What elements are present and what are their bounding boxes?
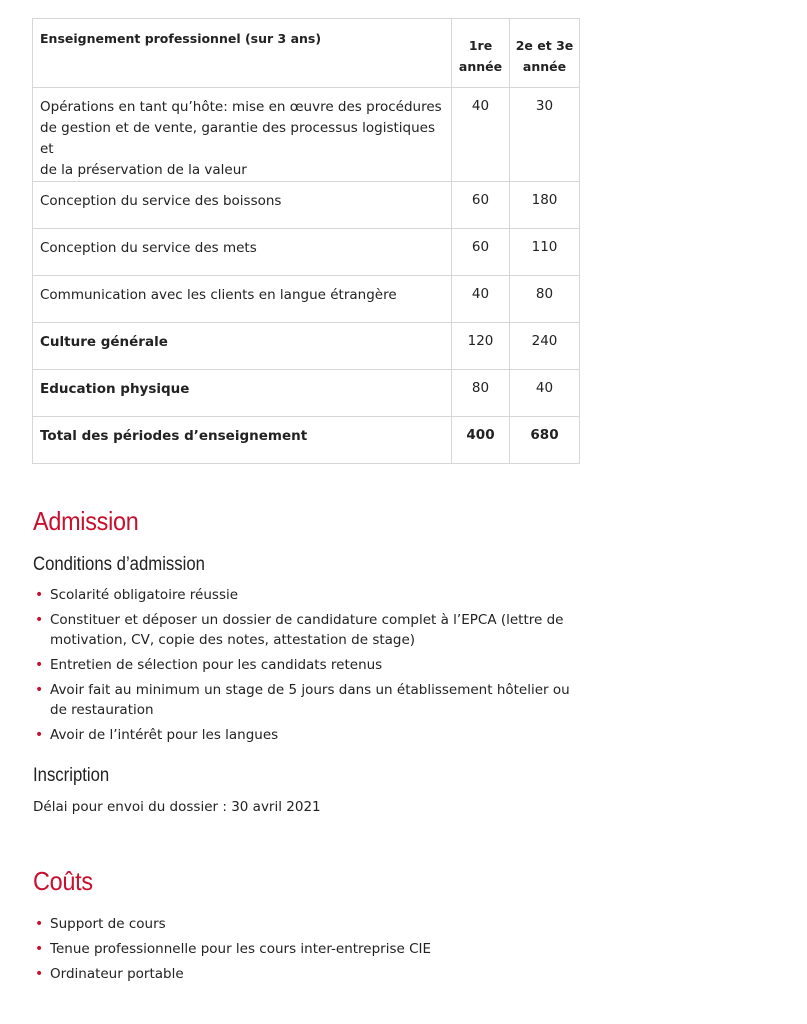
row-year23-value: 240 bbox=[531, 333, 558, 349]
bullet-icon: • bbox=[35, 966, 44, 982]
bullet-icon: • bbox=[35, 657, 44, 673]
couts-heading: Coûts bbox=[33, 866, 93, 896]
inscription-deadline: Délai pour envoi du dossier : 30 avril 2021 bbox=[33, 799, 321, 815]
row-label-line: Opérations en tant qu’hôte: mise en œuvre des procédures bbox=[40, 99, 442, 115]
table-row bbox=[33, 88, 580, 182]
row-year23-value: 180 bbox=[531, 192, 558, 208]
row-year1-value: 60 bbox=[471, 192, 490, 208]
row-label-line: de la préservation de la valeur bbox=[40, 162, 247, 178]
inscription-heading: Inscription bbox=[33, 765, 110, 786]
conditions-list bbox=[33, 585, 573, 750]
table-row bbox=[33, 370, 580, 417]
table-total-row bbox=[33, 417, 580, 464]
list-item: • Scolarité obligatoire réussie bbox=[35, 587, 239, 603]
total-year1-value: 400 bbox=[466, 427, 495, 443]
row-year23-value: 30 bbox=[535, 98, 554, 114]
bullet-icon: • bbox=[35, 587, 44, 603]
row-year1-value: 120 bbox=[467, 333, 494, 349]
conditions-heading: Conditions d’admission bbox=[33, 554, 205, 575]
list-item: • Tenue professionnelle pour les cours inter-entreprise CIE bbox=[35, 941, 432, 957]
table-row bbox=[33, 323, 580, 370]
row-year23-value: 80 bbox=[535, 286, 554, 302]
table-header-year23 bbox=[510, 19, 580, 88]
table-row bbox=[33, 182, 580, 229]
row-year1-value: 60 bbox=[471, 239, 490, 255]
bullet-icon: • bbox=[35, 727, 44, 743]
table-header-row bbox=[33, 19, 580, 88]
list-item: • Avoir fait au minimum un stage de 5 jours dans un établissement hôtelier ou de restauration bbox=[35, 682, 570, 718]
row-label: Conception du service des mets bbox=[40, 240, 257, 256]
row-year1-value: 40 bbox=[471, 286, 490, 302]
couts-list bbox=[33, 914, 573, 989]
bullet-icon: • bbox=[35, 941, 44, 957]
bullet-icon: • bbox=[35, 682, 44, 698]
row-year1-value: 40 bbox=[471, 98, 490, 114]
year1-line2: année bbox=[458, 59, 503, 74]
table-header-year1 bbox=[452, 19, 510, 88]
row-label: Conception du service des boissons bbox=[40, 193, 282, 209]
row-year23-value: 40 bbox=[535, 380, 554, 396]
table-row bbox=[33, 276, 580, 323]
table-header-label bbox=[33, 19, 452, 88]
row-year1-value: 80 bbox=[471, 380, 490, 396]
row-label: Communication avec les clients en langue étrangère bbox=[40, 287, 397, 303]
total-label: Total des périodes d’enseignement bbox=[40, 428, 308, 444]
list-item: • Constituer et déposer un dossier de candidature complet à l’EPCA (lettre de motivation, CV, copie des notes, attestation de stage) bbox=[35, 612, 564, 648]
total-year23-value: 680 bbox=[530, 427, 559, 443]
bullet-icon: • bbox=[35, 612, 44, 628]
year23-line2: année bbox=[522, 59, 567, 74]
table-row bbox=[33, 229, 580, 276]
bullet-icon: • bbox=[35, 916, 44, 932]
admission-heading: Admission bbox=[33, 506, 139, 536]
year23-line1: 2e et 3e bbox=[515, 38, 574, 53]
list-item: • Entretien de sélection pour les candidats retenus bbox=[35, 657, 383, 673]
row-label-line: de gestion et de vente, garantie des processus logistiques et bbox=[40, 120, 436, 157]
year1-line1: 1re bbox=[468, 38, 493, 53]
row-year23-value: 110 bbox=[531, 239, 558, 255]
row-label: Education physique bbox=[40, 381, 190, 397]
table-header-label-text: Enseignement professionnel (sur 3 ans) bbox=[40, 31, 322, 46]
list-item: • Support de cours bbox=[35, 916, 166, 932]
list-item: • Avoir de l’intérêt pour les langues bbox=[35, 727, 279, 743]
curriculum-table bbox=[32, 18, 580, 464]
row-label: Culture générale bbox=[40, 334, 168, 350]
list-item: • Ordinateur portable bbox=[35, 966, 184, 982]
